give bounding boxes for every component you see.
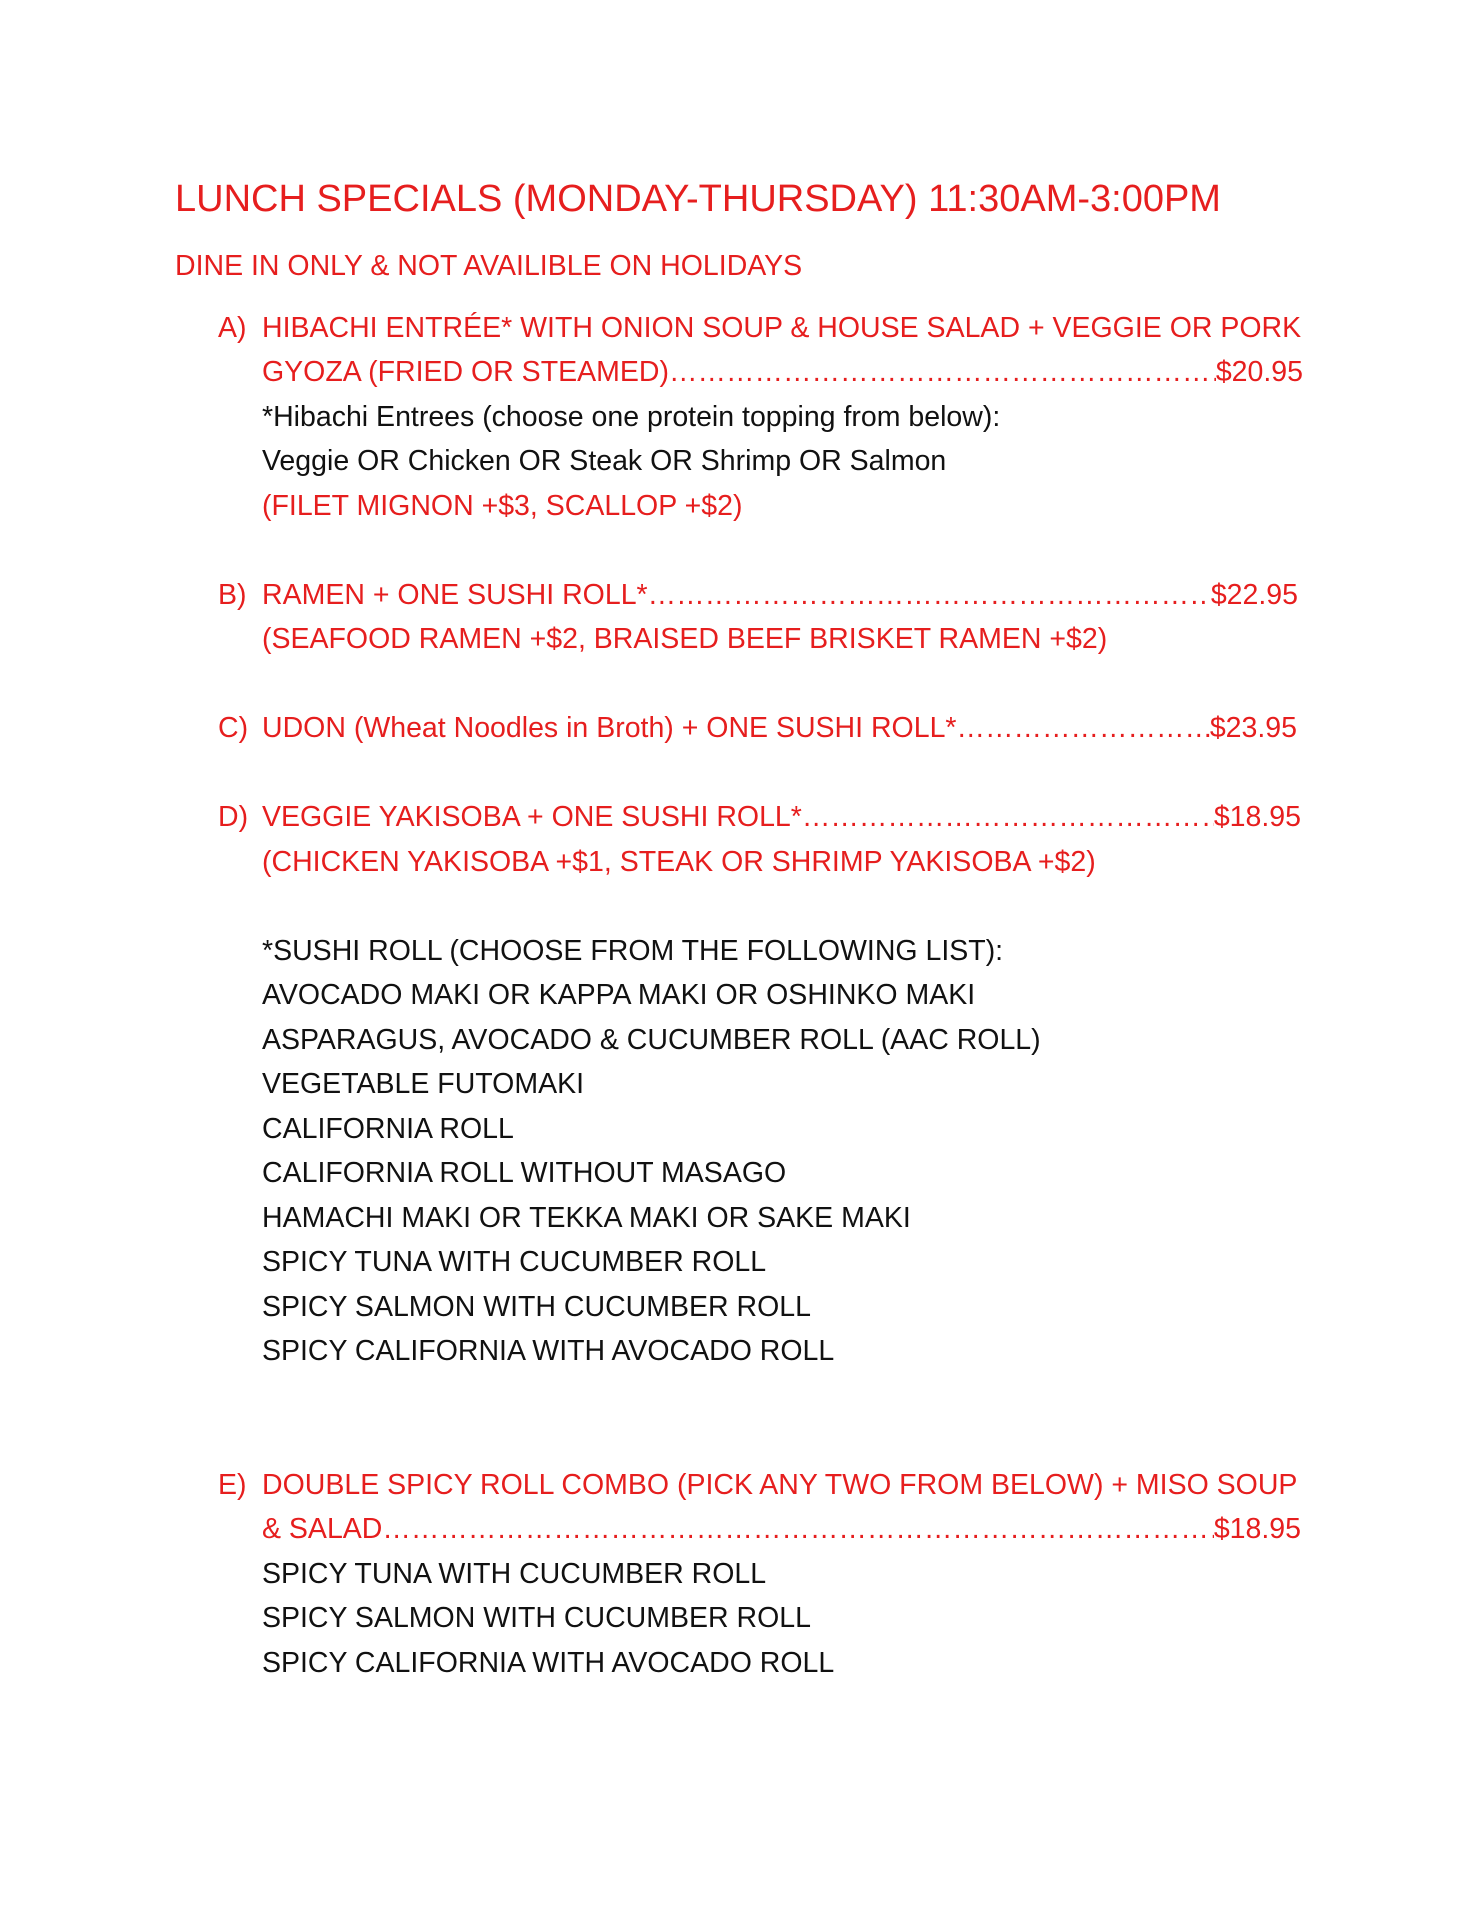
item-price: $23.95 bbox=[1209, 712, 1297, 744]
item-price-line bbox=[262, 1515, 1301, 1544]
item-title: HIBACHI ENTRÉE* WITH ONION SOUP & HOUSE SALAD + VEGGIE OR PORK bbox=[262, 312, 1302, 344]
item-upgrades: (CHICKEN YAKISOBA +$1, STEAK OR SHRIMP YAKISOBA +$2) bbox=[262, 846, 1096, 878]
page-subtitle: DINE IN ONLY & NOT AVAILIBLE ON HOLIDAYS bbox=[175, 250, 803, 282]
page-title: LUNCH SPECIALS (MONDAY-THURSDAY) 11:30AM-3:00PM bbox=[175, 178, 1221, 220]
item-price-line bbox=[262, 358, 1303, 387]
item-title: VEGGIE YAKISOBA + ONE SUSHI ROLL* bbox=[262, 801, 802, 833]
sushi-roll-option: AVOCADO MAKI OR KAPPA MAKI OR OSHINKO MAKI bbox=[262, 979, 976, 1011]
sushi-roll-option: HAMACHI MAKI OR TEKKA MAKI OR SAKE MAKI bbox=[262, 1202, 911, 1234]
sushi-roll-option: SPICY SALMON WITH CUCUMBER ROLL bbox=[262, 1291, 811, 1323]
sushi-roll-option: VEGETABLE FUTOMAKI bbox=[262, 1068, 585, 1100]
dot-leader bbox=[648, 581, 1211, 610]
item-title-cont: & SALAD bbox=[262, 1513, 383, 1545]
sushi-roll-option: CALIFORNIA ROLL WITHOUT MASAGO bbox=[262, 1157, 787, 1189]
item-upgrades: (FILET MIGNON +$3, SCALLOP +$2) bbox=[262, 490, 743, 522]
item-price: $18.95 bbox=[1213, 801, 1301, 833]
dot-leader bbox=[382, 1515, 1213, 1544]
item-letter: A) bbox=[218, 312, 247, 344]
sushi-roll-heading: *SUSHI ROLL (CHOOSE FROM THE FOLLOWING LIST): bbox=[262, 935, 1004, 967]
dot-leader bbox=[802, 803, 1214, 832]
item-title-cont: GYOZA (FRIED OR STEAMED) bbox=[262, 356, 669, 388]
item-letter: B) bbox=[218, 579, 247, 611]
sushi-roll-option: SPICY TUNA WITH CUCUMBER ROLL bbox=[262, 1246, 767, 1278]
combo-roll-option: SPICY CALIFORNIA WITH AVOCADO ROLL bbox=[262, 1647, 835, 1679]
combo-roll-option: SPICY SALMON WITH CUCUMBER ROLL bbox=[262, 1602, 811, 1634]
sushi-roll-option: ASPARAGUS, AVOCADO & CUCUMBER ROLL (AAC ROLL) bbox=[262, 1024, 1041, 1056]
item-title: RAMEN + ONE SUSHI ROLL* bbox=[262, 579, 648, 611]
item-price-line bbox=[262, 581, 1298, 610]
item-price: $22.95 bbox=[1210, 579, 1298, 611]
item-title: DOUBLE SPICY ROLL COMBO (PICK ANY TWO FROM BELOW) + MISO SOUP bbox=[262, 1469, 1298, 1501]
item-price: $18.95 bbox=[1213, 1513, 1301, 1545]
item-letter: D) bbox=[218, 801, 249, 833]
item-detail: Veggie OR Chicken OR Steak OR Shrimp OR Salmon bbox=[262, 445, 947, 477]
item-price-line bbox=[262, 714, 1297, 743]
item-price: $20.95 bbox=[1215, 356, 1303, 388]
sushi-roll-option: CALIFORNIA ROLL bbox=[262, 1113, 514, 1145]
item-letter: E) bbox=[218, 1469, 247, 1501]
item-title: UDON (Wheat Noodles in Broth) + ONE SUSHI ROLL* bbox=[262, 712, 957, 744]
item-upgrades: (SEAFOOD RAMEN +$2, BRAISED BEEF BRISKET RAMEN +$2) bbox=[262, 623, 1108, 655]
sushi-roll-option: SPICY CALIFORNIA WITH AVOCADO ROLL bbox=[262, 1335, 835, 1367]
dot-leader bbox=[957, 714, 1210, 743]
dot-leader bbox=[669, 358, 1216, 387]
item-price-line bbox=[262, 803, 1301, 832]
combo-roll-option: SPICY TUNA WITH CUCUMBER ROLL bbox=[262, 1558, 767, 1590]
item-detail: *Hibachi Entrees (choose one protein topping from below): bbox=[262, 401, 1001, 433]
item-letter: C) bbox=[218, 712, 249, 744]
